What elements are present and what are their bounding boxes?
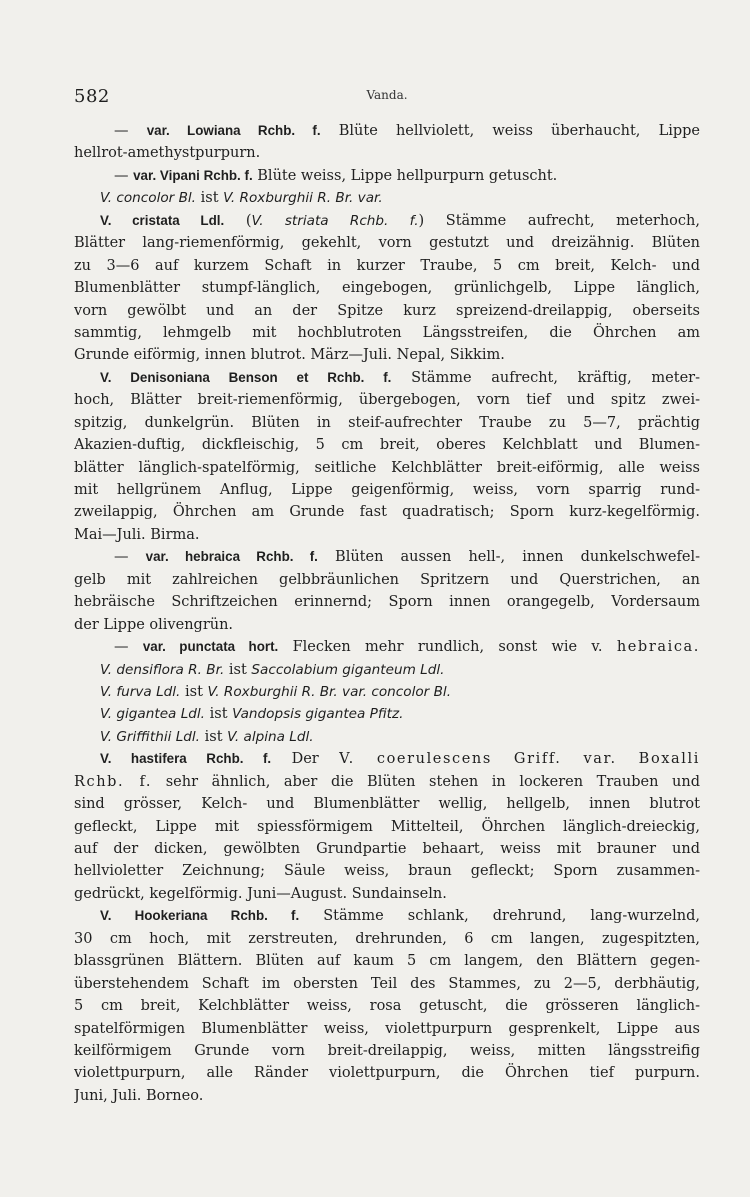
text-segment: Flecken mehr rundlich, sonst wie v. [278,639,617,656]
text-segment: var. punctata hort. [142,639,279,655]
text-segment: V. concolor Bl. [100,190,197,207]
text-segment: sammtig, lehmgelb mit hochblutroten Längsstreifen, die Öhrchen am [74,324,700,341]
text-segment: überstehendem Schaft im obersten Teil des Stammes, zu 2—5, derbhäutig, [74,975,700,992]
text-line [74,726,700,748]
text-segment: Rchb. f. [74,773,153,790]
text-line [74,614,700,636]
text-segment: sind grösser, Kelch- und Blumenblätter wellig, hellgelb, innen blutrot [74,796,700,813]
text-segment: V. Griffithii Ldl. [100,728,200,745]
text-line [74,524,700,546]
text-segment: zu 3—6 auf kurzem Schaft in kurzer Traube, 5 cm breit, Kelch- und [74,257,700,274]
text-segment: — [114,167,134,184]
text-line [74,501,700,523]
text-segment: ( [224,212,252,229]
text-segment: zweilappig, Öhrchen am Grunde fast quadratisch; Sporn kurz-kegelförmig. [74,504,700,521]
text-line [74,860,700,882]
text-segment: Vandopsis gigantea Pfitz. [232,706,404,723]
text-segment: Mai—Juli. Birma. [74,526,200,543]
text-segment: ist [200,728,228,745]
text-segment: mit hellgrünem Anflug, Lippe geigenförmig, weiss, vorn sparrig rund- [74,482,700,498]
text-segment: spitzig, dunkelgrün. Blüten in steif-aufrechter Traube zu 5—7, prächtig [74,414,700,431]
text-line [74,928,700,950]
text-segment: V. gigantea Ldl. [100,706,206,723]
text-line [74,883,700,905]
text-segment: Saccolabium giganteum Ldl. [251,661,445,678]
text-segment: Stämme schlank, drehrund, lang-wurzelnd, [299,908,700,925]
text-segment: V. hastifera Rchb. f. [100,751,272,767]
text-segment: Stämme aufrecht, kräftig, meter- [391,369,700,386]
text-segment: ist [205,706,233,723]
text-line [74,120,700,142]
text-segment: V. densiflora R. Br. [100,661,225,678]
text-segment: auf der dicken, gewölbten Grundpartie behaart, weiss mit brauner und [74,841,700,857]
text-segment: V. Denisoniana Benson et Rchb. f. [100,369,392,385]
text-line [74,748,700,770]
text-line [74,1062,700,1084]
text-line [74,457,700,479]
text-segment: violettpurpurn, alle Ränder violettpurpurn, die Öhrchen tief purpurn. [74,1065,700,1082]
text-line [74,771,700,793]
text-segment: hellrot-amethystpurpurn. [74,145,261,162]
text-segment: Juni, Juli. Borneo. [74,1087,204,1104]
text-segment: ist [180,683,208,700]
text-line [74,636,700,658]
text-line [74,165,700,187]
text-segment: — [114,549,146,566]
text-segment: vorn gewölbt und an der Spitze kurz spreizend-dreilappig, oberseits [74,302,700,319]
text-line [74,838,700,860]
text-segment: ) Stämme aufrecht, meterhoch, [418,212,700,229]
text-line [74,591,700,613]
text-line [74,905,700,927]
text-segment: spatelförmigen Blumenblätter weiss, violettpurpurn gesprenkelt, Lippe aus [74,1020,700,1037]
text-line [74,793,700,815]
text-segment: Akazien-duftig, dickfleischig, 5 cm breit, oberes Kelchblatt und Blumen- [74,437,700,454]
text-line [74,816,700,838]
text-segment: var. hebraica Rchb. f. [145,549,318,565]
text-line [74,703,700,725]
text-segment: 30 cm hoch, mit zerstreuten, drehrunden, 6 cm langen, zugespitzten, [74,930,700,947]
text-line [74,434,700,456]
text-segment: var. Lowiana Rchb. f. [146,123,321,138]
text-line [74,277,700,299]
text-segment: keilförmigem Grunde vorn breit-dreilappig, weiss, mitten längsstreifig [74,1042,700,1059]
text-segment: hellvioletter Zeichnung; Säule weiss, braun gefleckt; Sporn zusammen- [74,863,700,880]
text-segment: Blüte weiss, Lippe hellpurpurn getuscht. [252,167,558,184]
text-segment: Blätter lang-riemenförmig, gekehlt, vorn gestutzt und dreizähnig. Blüten [74,235,700,252]
text-segment: V. coerulescens Griff. var. Boxalli [339,751,700,768]
text-line [74,659,700,681]
text-line [74,210,700,232]
text-line [74,142,700,164]
text-segment: V. cristata Ldl. [100,212,225,228]
text-line [74,1040,700,1062]
text-segment: sehr ähnlich, aber die Blüten stehen in lockeren Trauben und [152,773,700,790]
text-segment: hebräische Schriftzeichen erinnernd; Sporn innen orangegelb, Vordersaum [74,594,700,611]
text-line [74,187,700,209]
text-line [74,995,700,1017]
text-segment: Blüte hellviolett, weiss überhaucht, Lippe [320,123,700,139]
text-segment: hebraica. [616,639,700,656]
text-segment: gefleckt, Lippe mit spiessförmigem Mittelteil, Öhrchen länglich-dreieckig, [74,818,700,835]
text-segment: Der [271,751,340,768]
text-segment: hoch, Blätter breit-riemenförmig, übergebogen, vorn tief und spitz zwei- [74,392,700,409]
text-line [74,479,700,501]
text-segment: gedrückt, kegelförmig. Juni—August. Sundainseln. [74,885,447,902]
text-segment: blassgrünen Blättern. Blüten auf kaum 5 cm langem, den Blättern gegen- [74,953,700,970]
text-line [74,300,700,322]
text-line [74,367,700,389]
page-header [74,86,700,108]
text-segment: blätter länglich-spatelförmig, seitliche Kelchblätter breit-eiförmig, alle weiss [74,459,700,476]
text-segment: — [114,123,147,139]
text-line [74,232,700,254]
text-line [74,950,700,972]
text-line [74,322,700,344]
text-line [74,973,700,995]
text-line [74,546,700,568]
text-segment: der Lippe olivengrün. [74,616,234,633]
text-segment: Blüten aussen hell-, innen dunkelschwefel- [317,549,700,566]
text-line [74,1085,700,1107]
text-line [74,1018,700,1040]
text-segment: — [114,639,143,656]
text-segment: V. furva Ldl. [100,683,181,700]
text-line [74,344,700,366]
text-segment: ist [196,190,224,207]
text-segment: V. Roxburghii R. Br. var. [223,190,383,207]
text-line [74,255,700,277]
text-line [74,412,700,434]
running-title: Vanda. [366,88,408,102]
text-segment: ist [224,661,252,678]
text-segment: 5 cm breit, Kelchblätter weiss, rosa getuscht, die grösseren länglich- [74,998,700,1015]
text-segment: Blumenblätter stumpf-länglich, eingebogen, grünlichgelb, Lippe länglich, [74,280,700,297]
text-segment: gelb mit zahlreichen gelbbräunlichen Spritzern und Querstrichen, an [74,571,700,588]
text-segment: V. striata Rchb. f. [251,212,419,229]
text-segment: V. Roxburghii R. Br. var. concolor Bl. [207,683,452,700]
text-segment: Grunde eiförmig, innen blutrot. März—Juli. Nepal, Sikkim. [74,347,505,364]
text-segment: V. alpina Ldl. [227,728,314,745]
text-line [74,569,700,591]
text-segment: var. Vipani Rchb. f. [133,167,253,183]
body-text [74,120,700,1107]
text-line [74,389,700,411]
text-line [74,681,700,703]
text-segment: V. Hookeriana Rchb. f. [100,908,300,924]
page-number: 582 [74,86,110,107]
